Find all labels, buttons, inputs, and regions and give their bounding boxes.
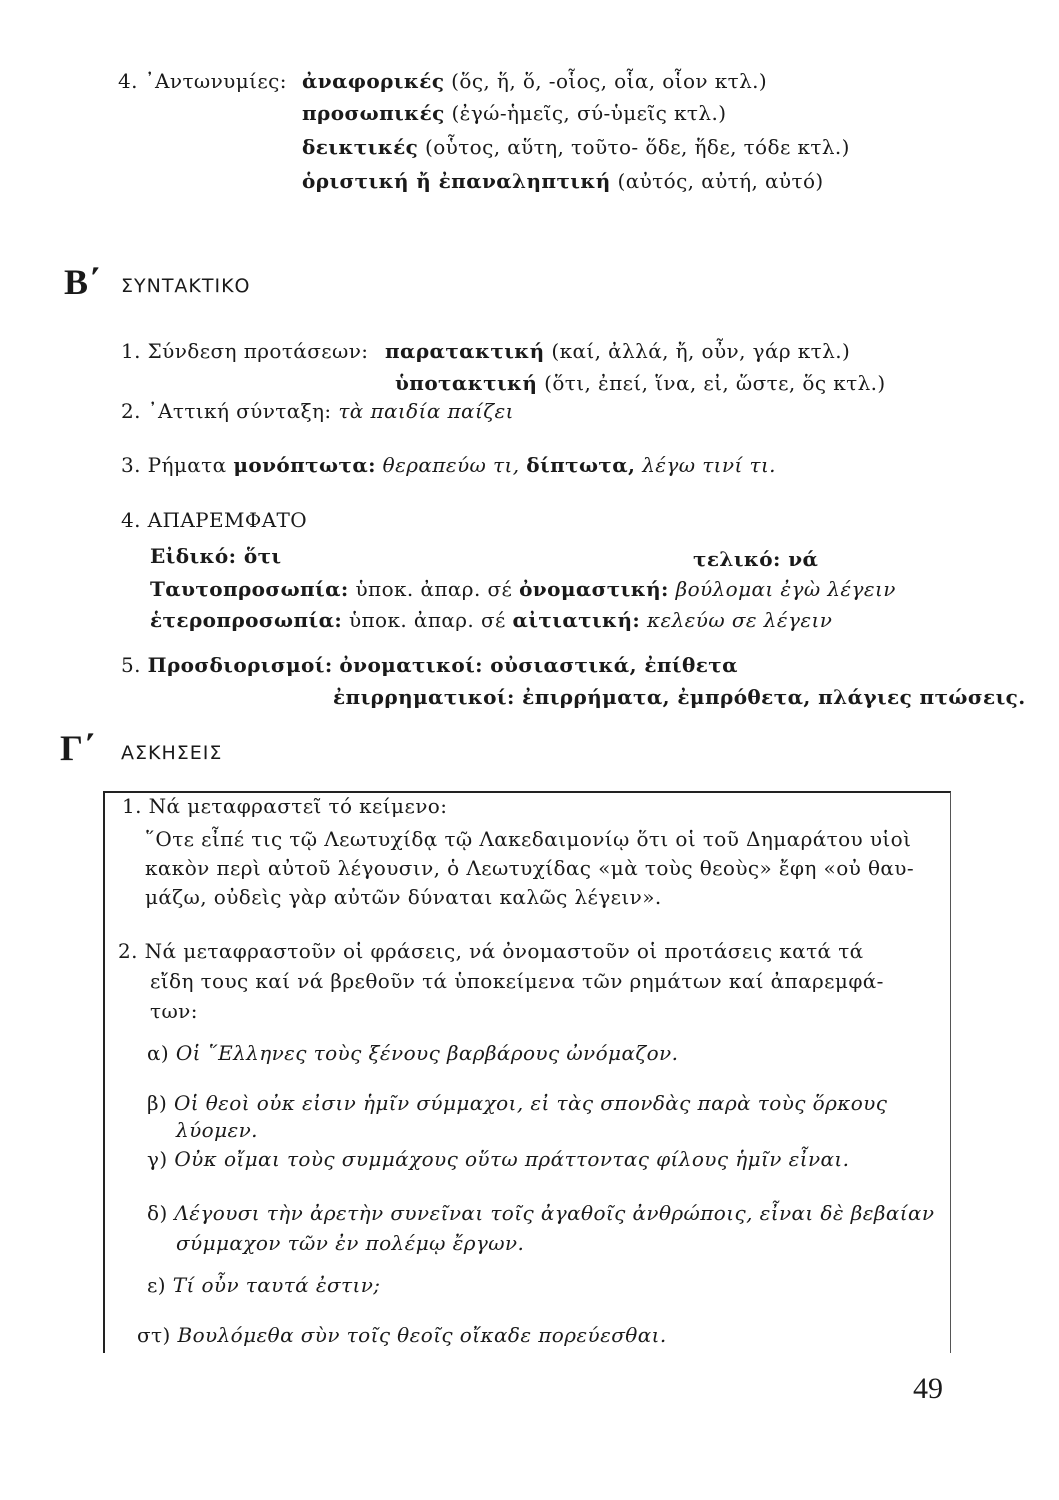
pronoun-row: ἀναφορικές (ὅς, ἥ, ὅ, -οἷος, οἷα, οἷον κτλ.) <box>302 69 768 93</box>
exercise-1-title: 1. Νά μεταφραστεῖ τό κείμενο: <box>122 794 448 818</box>
section-c-mark: Γ΄ <box>60 728 95 768</box>
eteroprosopia-row: ἑτεροπροσωπία: ὑποκ. ἀπαρ. σέ αἰτιατική: κελεύω σε λέγειν <box>150 608 833 632</box>
ypotaktiki-row: ὑποτακτική (ὅτι, ἐπεί, ἵνα, εἰ, ὥστε, ὅς κτλ.) <box>395 371 886 395</box>
page-number: 49 <box>913 1372 943 1405</box>
pronoun-row: δεικτικές (οὗτος, αὕτη, τοῦτο- ὅδε, ἥδε, τόδε κτλ.) <box>302 135 850 159</box>
exercise-1-text: μάζω, οὐδεὶς γὰρ αὐτῶν δύναται καλῶς λέγειν». <box>145 885 662 909</box>
modifiers-row: 5. Προσδιορισμοί: ὀνοματικοί: οὐσιαστικά, ἐπίθετα <box>121 653 738 677</box>
exercise-2-text: των: <box>150 999 198 1023</box>
sentence-item-cont: λύομεν. <box>176 1118 258 1142</box>
teliko-row: τελικό: νά <box>693 547 819 571</box>
exercise-2-text: εἴδη τους καί νά βρεθοῦν τά ὑποκείμενα τῶν ρημάτων καί ἀπαρεμφά- <box>150 969 884 993</box>
parataktiki-row: παρατακτική (καί, ἀλλά, ἤ, οὖν, γάρ κτλ.) <box>385 339 851 363</box>
sentence-item: ε) Τί οὖν ταυτά ἐστιν; <box>147 1273 381 1297</box>
infinitive-title: 4. ΑΠΑΡΕΜΦΑΤΟ <box>121 508 308 532</box>
sentence-item-cont: σύμμαχον τῶν ἐν πολέμῳ ἔργων. <box>176 1231 525 1255</box>
exercise-1-text: κακὸν περὶ αὐτοῦ λέγουσιν, ὁ Λεωτυχίδας «μὰ τοὺς θεοὺς» ἔφη «οὐ θαυ- <box>145 856 915 880</box>
verbs-row: 3. Ρήματα μονόπτωτα: θεραπεύω τι, δίπτωτα, λέγω τινί τι. <box>121 453 776 477</box>
exercise-1-text: ῞Οτε εἶπέ τις τῷ Λεωτυχίδᾳ τῷ Λακεδαιμονίῳ ὅτι οἱ τοῦ Δημαράτου υἱοὶ <box>145 827 912 851</box>
eidiko-row: Εἰδικό: ὅτι <box>150 544 282 568</box>
sentence-item: γ) Οὐκ οἴμαι τοὺς συμμάχους οὕτω πράττοντας φίλους ἡμῖν εἶναι. <box>147 1147 850 1171</box>
attic-syntax-row: 2. ᾽Αττική σύνταξη: τὰ παιδία παίζει <box>121 399 514 423</box>
pronoun-row: ὁριστική ἤ ἐπαναληπτική (αὐτός, αὐτή, αὐτό) <box>302 169 824 193</box>
pronouns-label: 4. ᾽Αντωνυμίες: <box>118 69 287 93</box>
modifiers-row-2: ἐπιρρηματικοί: ἐπιρρήματα, ἐμπρόθετα, πλάγιες πτώσεις. <box>333 685 1026 709</box>
exercise-2-text: 2. Νά μεταφραστοῦν οἱ φράσεις, νά ὀνομαστοῦν οἱ προτάσεις κατά τά <box>118 939 864 963</box>
connection-label: 1. Σύνδεση προτάσεων: <box>121 339 369 363</box>
section-b-mark: Β΄ <box>64 262 100 302</box>
sentence-item: β) Οἱ θεοὶ οὐκ εἰσιν ἡμῖν σύμμαχοι, εἰ τὰς σπονδὰς παρὰ τοὺς ὅρκους <box>147 1091 888 1115</box>
pronoun-row: προσωπικές (ἐγώ-ἡμεῖς, σύ-ὑμεῖς κτλ.) <box>302 101 727 125</box>
section-b-title: ΣΥΝΤΑΚΤΙΚΟ <box>121 275 251 297</box>
tautoprosopia-row: Ταυτοπροσωπία: ὑποκ. ἀπαρ. σέ ὀνομαστική: βούλομαι ἐγὼ λέγειν <box>150 577 896 601</box>
section-c-title: ΑΣΚΗΣΕΙΣ <box>121 742 223 764</box>
sentence-item: α) Οἱ ῞Ελληνες τοὺς ξένους βαρβάρους ὠνόμαζον. <box>147 1041 679 1065</box>
sentence-item: δ) Λέγουσι τὴν ἀρετὴν συνεῖναι τοῖς ἀγαθοῖς ἀνθρώποις, εἶναι δὲ βεβαίαν <box>147 1201 935 1225</box>
sentence-item: στ) Βουλόμεθα σὺν τοῖς θεοῖς οἴκαδε πορεύεσθαι. <box>137 1323 667 1347</box>
